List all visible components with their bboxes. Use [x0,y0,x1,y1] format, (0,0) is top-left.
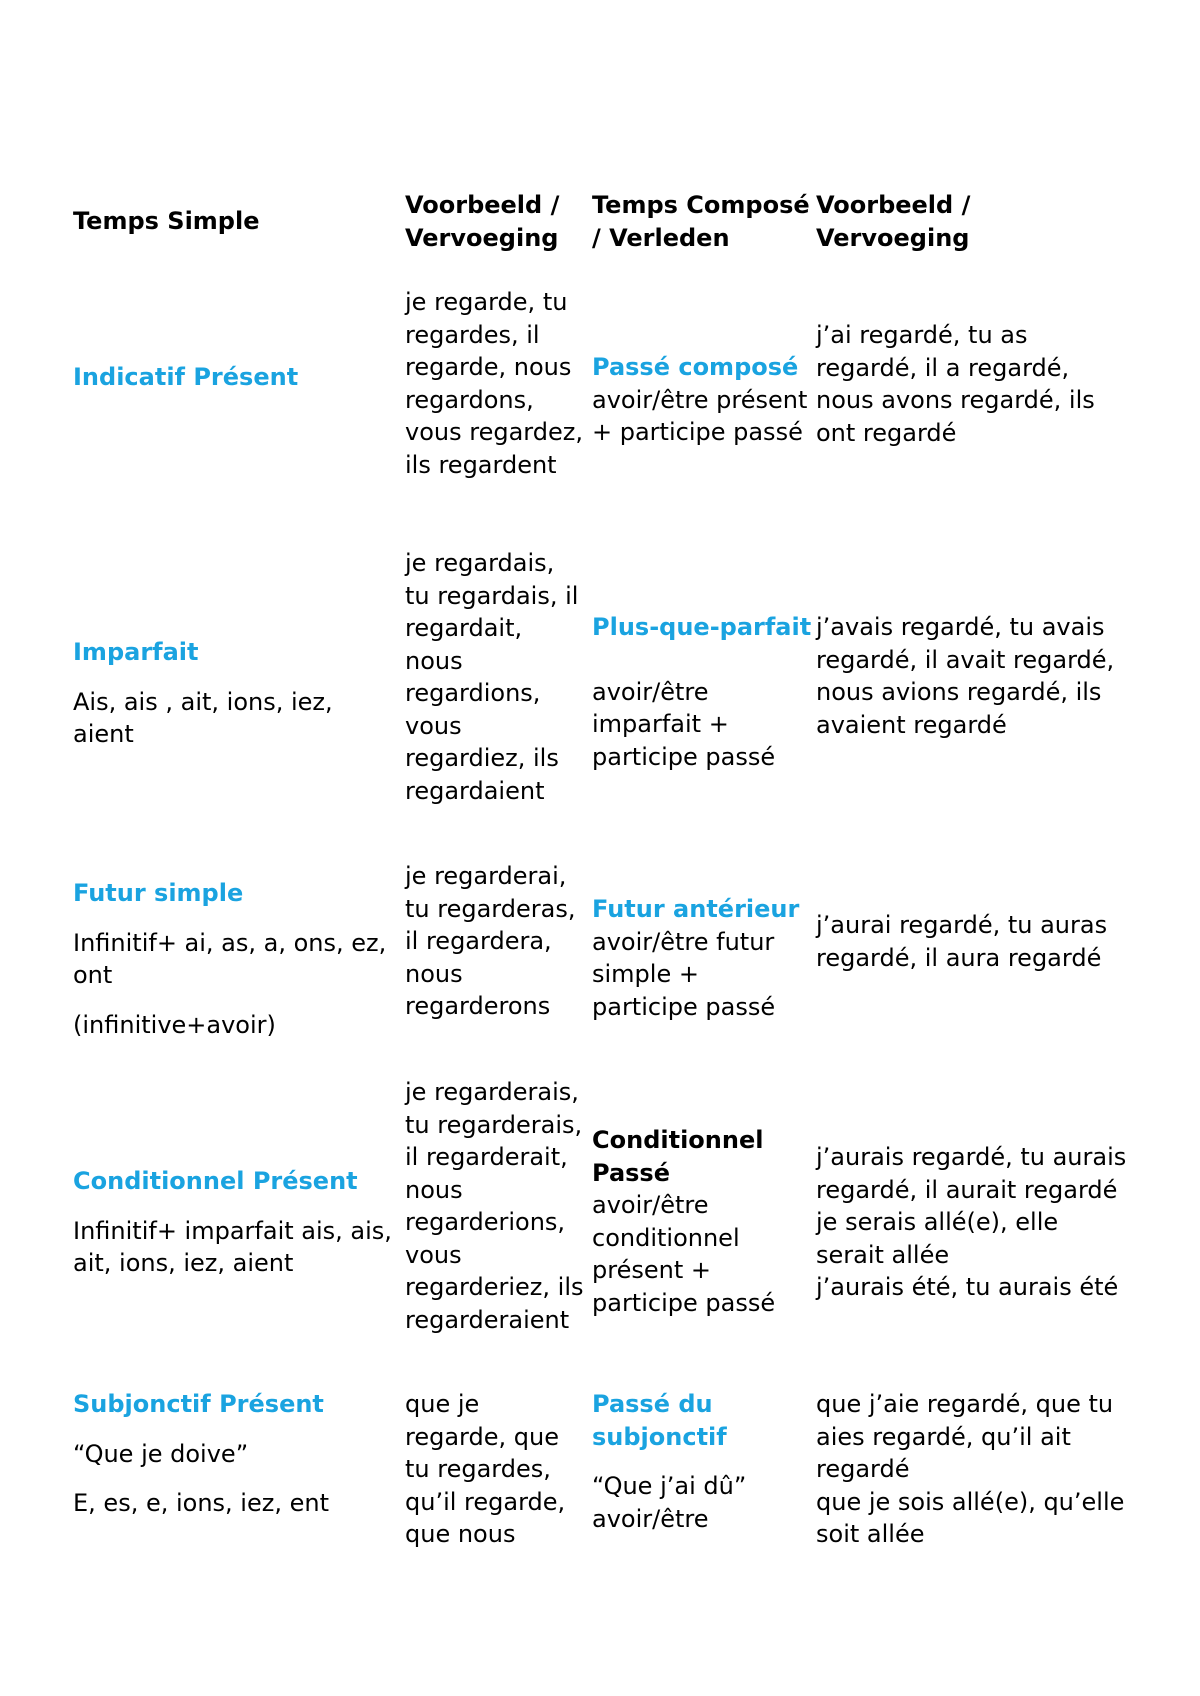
example-line: je regarderai, [405,862,567,890]
tense-desc: avoir/être [592,677,709,706]
row-futur-example [405,860,587,1023]
tense-note: aient [73,720,134,748]
row-conditionnel-compose [592,1124,817,1319]
example-line: aies regardé, qu’il ait [816,1422,1071,1451]
example-line: regardé, il avait regardé, [816,645,1115,674]
example-line: regardé [816,1455,910,1483]
row-subjonctif-simple [73,1388,395,1520]
header-text: Vervoeging [816,223,970,252]
tense-title: Conditionnel Présent [73,1167,358,1195]
row-futur-compose-example [816,909,1146,974]
tense-note: Infinitif+ imparfait ais, ais, [73,1216,392,1245]
tense-desc: avoir/être futur [592,927,775,956]
tense-desc: participe passé [592,1288,776,1317]
example-line: regardiez, ils [405,744,559,772]
row-futur-simple [73,877,395,1041]
example-line: que je sois allé(e), qu’elle [816,1487,1125,1516]
example-line: qu’il regarde, [405,1487,566,1516]
tense-desc: participe passé [592,742,776,771]
tense-title: Passé composé [592,353,799,381]
tense-desc: imparfait + [592,710,729,738]
tense-title: Subjonctif Présent [73,1390,324,1418]
header-text: Vervoeging [405,223,559,252]
example-line: tu regardais, il [405,581,579,610]
example-line: avaient regardé [816,710,1007,739]
tense-desc: avoir/être présent [592,385,808,414]
example-line: soit allée [816,1520,925,1548]
example-line: il regardera, [405,927,552,955]
header-text: Temps Simple [73,207,260,235]
example-line: il regarderait, [405,1143,568,1171]
example-line: regarde, que [405,1422,559,1451]
row-imparfait-compose-example [816,611,1146,741]
example-line: regardes, il [405,320,540,349]
example-line: regardons, [405,385,534,414]
tense-title: Passé [592,1158,670,1187]
row-subjonctif-example [405,1388,587,1551]
example-line: nous [405,646,463,675]
row-subjonctif-compose [592,1388,817,1535]
tense-desc: simple + [592,960,699,988]
example-line: tu regarderas, [405,894,576,923]
example-line: regardé, il aura regardé [816,943,1102,972]
tense-desc: avoir/être [592,1191,709,1219]
example-line: regardaient [405,776,545,805]
row-subjonctif-compose-example [816,1388,1146,1551]
header-text: Temps Composé [592,191,810,219]
example-line: j’ai regardé, tu as [816,321,1028,349]
example-line: je regarde, tu [405,288,568,316]
row-indicatif-example [405,286,587,481]
example-line: nous [405,959,463,988]
example-line: je regardais, [405,549,555,577]
row-conditionnel-example [405,1076,587,1336]
tense-title: subjonctif [592,1422,727,1451]
example-line: regarderons [405,992,551,1020]
example-line: vous [405,1240,462,1269]
tense-note: (infinitive+avoir) [73,1010,276,1039]
tense-desc: participe passé [592,992,776,1021]
tense-title: Conditionnel [592,1126,764,1154]
example-line: regardait, [405,614,523,642]
example-line: que j’aie regardé, que tu [816,1390,1114,1418]
row-indicatif-compose-example [816,319,1146,449]
example-line: j’aurais regardé, tu aurais [816,1143,1127,1171]
tense-note: ait, ions, iez, aient [73,1249,294,1277]
tense-title: Passé du [592,1390,713,1418]
row-conditionnel-simple [73,1165,395,1280]
example-line: je regarderais, [405,1078,579,1106]
tense-note: “Que je doive” [73,1439,249,1468]
tense-title: Futur simple [73,879,244,907]
example-line: vous regardez, [405,418,583,446]
row-futur-compose [592,893,817,1023]
example-line: vous [405,711,462,740]
header-text: Voorbeeld / [405,191,560,219]
example-line: j’aurai regardé, tu auras [816,911,1108,939]
row-conditionnel-compose-example [816,1141,1146,1304]
tense-title: Indicatif Présent [73,363,299,391]
example-line: que nous [405,1520,516,1548]
tense-desc: avoir/être [592,1504,709,1533]
row-imparfait-simple [73,636,395,751]
example-line: nous avions regardé, ils [816,678,1102,706]
example-line: regardé, il aurait regardé [816,1175,1118,1204]
example-line: regarderiez, ils [405,1273,584,1301]
example-line: regarde, nous [405,353,572,381]
row-indicatif-compose [592,351,817,449]
example-line: nous [405,1175,463,1204]
example-line: regarderaient [405,1305,570,1334]
example-line: que je [405,1390,480,1418]
example-line: je serais allé(e), elle [816,1208,1059,1236]
tense-title: Plus-que-parfait [592,613,812,641]
row-imparfait-example [405,547,587,807]
tense-title: Futur antérieur [592,895,800,923]
example-line: nous avons regardé, ils [816,386,1095,414]
example-line: regarderions, [405,1208,566,1236]
tense-note: Ais, ais , ait, ions, iez, [73,687,333,716]
tense-note: Infinitif+ ai, as, a, ons, ez, [73,928,387,957]
example-line: regardions, [405,679,541,707]
tense-note: E, es, e, ions, iez, ent [73,1489,329,1517]
tense-desc: + participe passé [592,418,803,446]
example-line: j’avais regardé, tu avais [816,613,1105,641]
example-line: tu regardes, [405,1455,551,1483]
example-line: ils regardent [405,450,557,479]
tense-title: Imparfait [73,638,199,666]
example-line: j’aurais été, tu aurais été [816,1273,1119,1301]
header-temps-simple [73,205,395,238]
header-voorbeeld-2 [816,189,1146,254]
example-line: serait allée [816,1240,950,1269]
example-line: tu regarderais, [405,1110,583,1139]
header-text: Voorbeeld / [816,191,971,219]
header-text: / Verleden [592,223,730,252]
example-line: regardé, il a regardé, [816,353,1070,382]
example-line: ont regardé [816,418,957,447]
header-voorbeeld-1 [405,189,587,254]
tense-desc: “Que j’ai dû” [592,1472,747,1500]
row-imparfait-compose [592,611,817,773]
tense-desc: conditionnel [592,1223,740,1252]
tense-desc: présent + [592,1256,711,1284]
row-indicatif-simple [73,361,395,394]
header-temps-compose [592,189,817,254]
tense-note: ont [73,961,113,989]
